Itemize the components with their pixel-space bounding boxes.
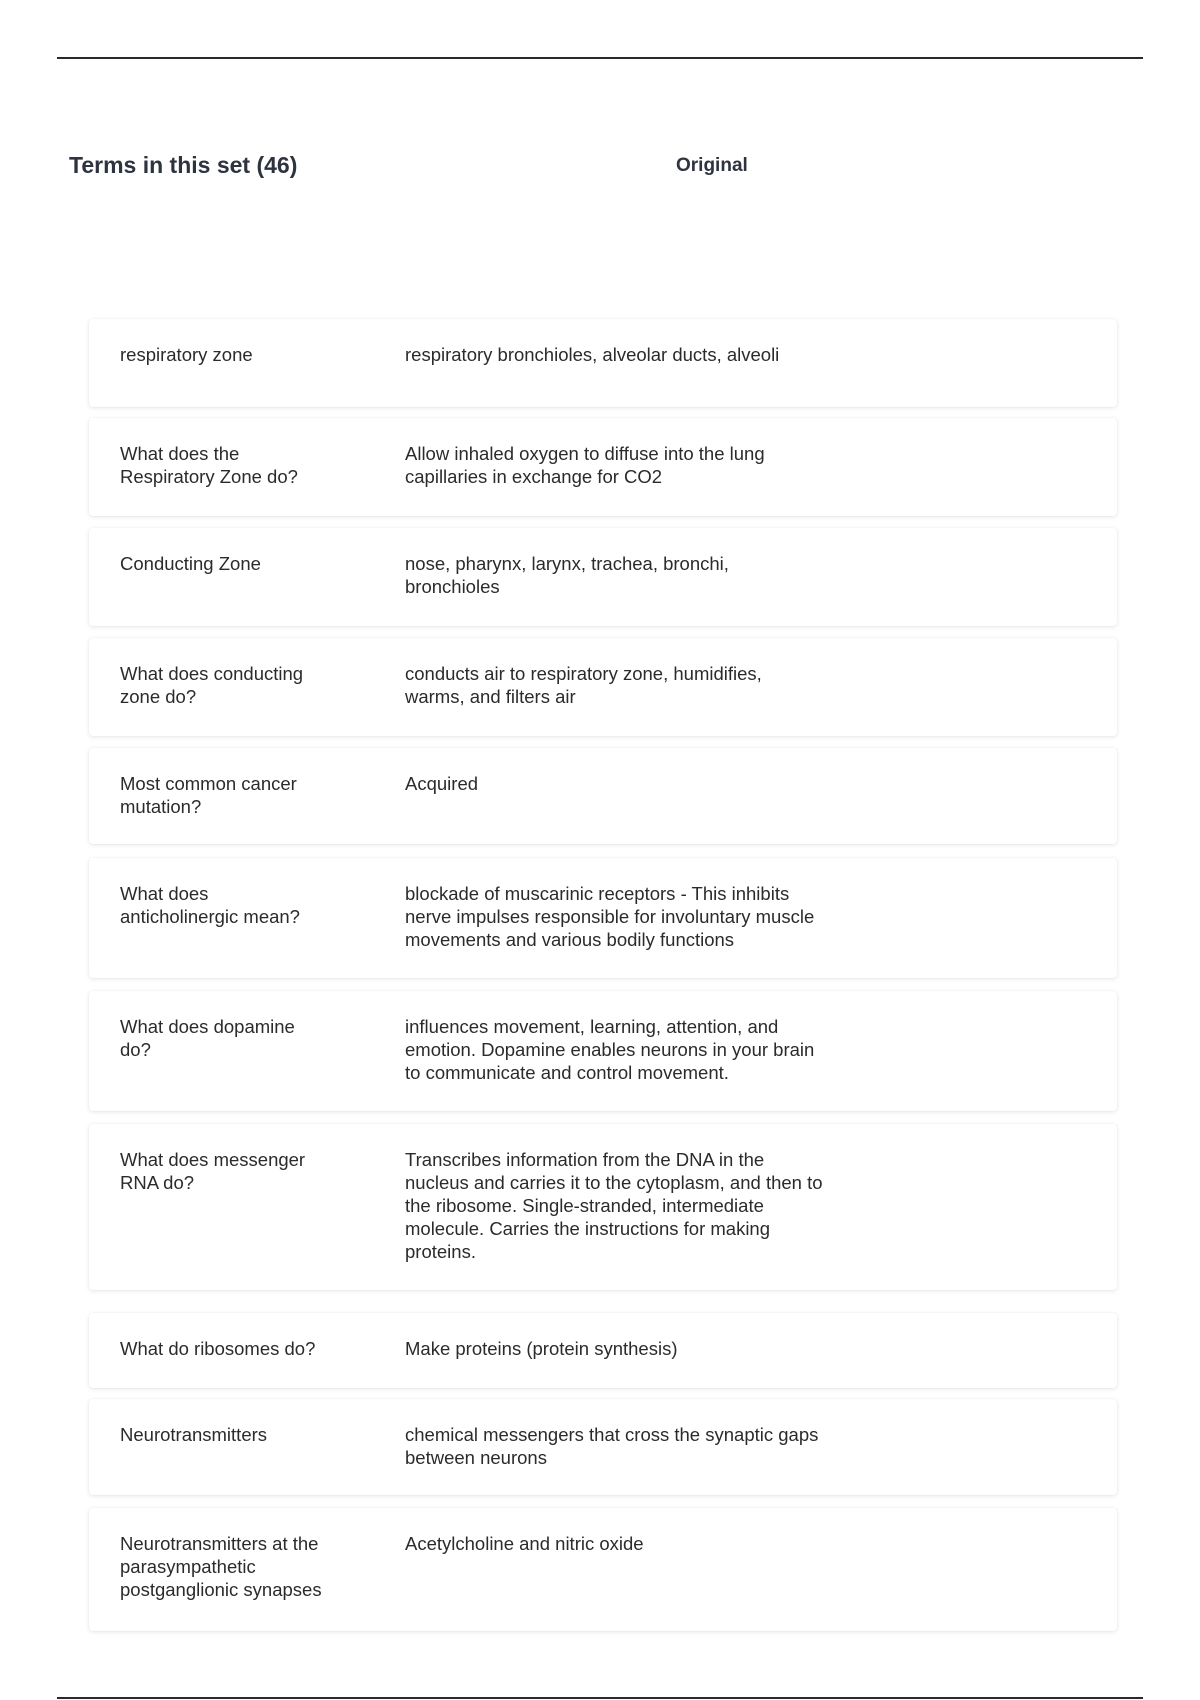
term-card xyxy=(89,748,1117,844)
definition-text: Acquired xyxy=(405,773,479,794)
term-card xyxy=(89,1508,1117,1631)
term-card xyxy=(89,638,1117,736)
term-card xyxy=(89,1313,1117,1388)
definition-text: influences movement, learning, attention, and emotion. Dopamine enables neurons in your brain to communicate and control movement. xyxy=(405,1016,815,1083)
definition-text: Make proteins (protein synthesis) xyxy=(405,1338,678,1359)
term-card xyxy=(89,1399,1117,1495)
term-card xyxy=(89,418,1117,516)
term-text: What do ribosomes do? xyxy=(120,1338,316,1359)
set-title: Terms in this set (46) xyxy=(69,152,298,178)
definition-text: Acetylcholine and nitric oxide xyxy=(405,1533,644,1554)
term-text: Conducting Zone xyxy=(120,553,261,574)
definition-text: blockade of muscarinic receptors - This inhibits nerve impulses responsible for involuntary muscle movements and various bodily functions xyxy=(405,883,815,950)
term-card xyxy=(89,991,1117,1111)
term-text: Neurotransmitters xyxy=(120,1424,268,1445)
term-text: Neurotransmitters at the parasympathetic postganglionic synapses xyxy=(120,1533,322,1600)
definition-text: Transcribes information from the DNA in the nucleus and carries it to the cytoplasm, and then to the ribosome. Single-stranded, intermediate molecule. Carries the instructions for making proteins. xyxy=(405,1149,823,1262)
bottom-divider xyxy=(57,1697,1143,1699)
term-card xyxy=(89,528,1117,626)
term-text: What does the Respiratory Zone do? xyxy=(120,443,298,487)
term-text: respiratory zone xyxy=(120,344,253,365)
term-text: What does dopamine do? xyxy=(120,1016,295,1060)
term-text: What does conducting zone do? xyxy=(120,663,304,707)
definition-text: conducts air to respiratory zone, humidifies, warms, and filters air xyxy=(405,663,762,707)
term-card xyxy=(89,1124,1117,1290)
term-card xyxy=(89,319,1117,407)
column-label-original: Original xyxy=(676,155,748,176)
term-card xyxy=(89,858,1117,978)
definition-text: chemical messengers that cross the synaptic gaps between neurons xyxy=(405,1424,819,1468)
definition-text: Allow inhaled oxygen to diffuse into the lung capillaries in exchange for CO2 xyxy=(405,443,765,487)
definition-text: nose, pharynx, larynx, trachea, bronchi, bronchioles xyxy=(405,553,729,597)
term-text: What does anticholinergic mean? xyxy=(120,883,300,927)
definition-text: respiratory bronchioles, alveolar ducts, alveoli xyxy=(405,344,780,365)
term-text: Most common cancer mutation? xyxy=(120,773,297,817)
term-text: What does messenger RNA do? xyxy=(120,1149,306,1193)
top-divider xyxy=(57,57,1143,59)
